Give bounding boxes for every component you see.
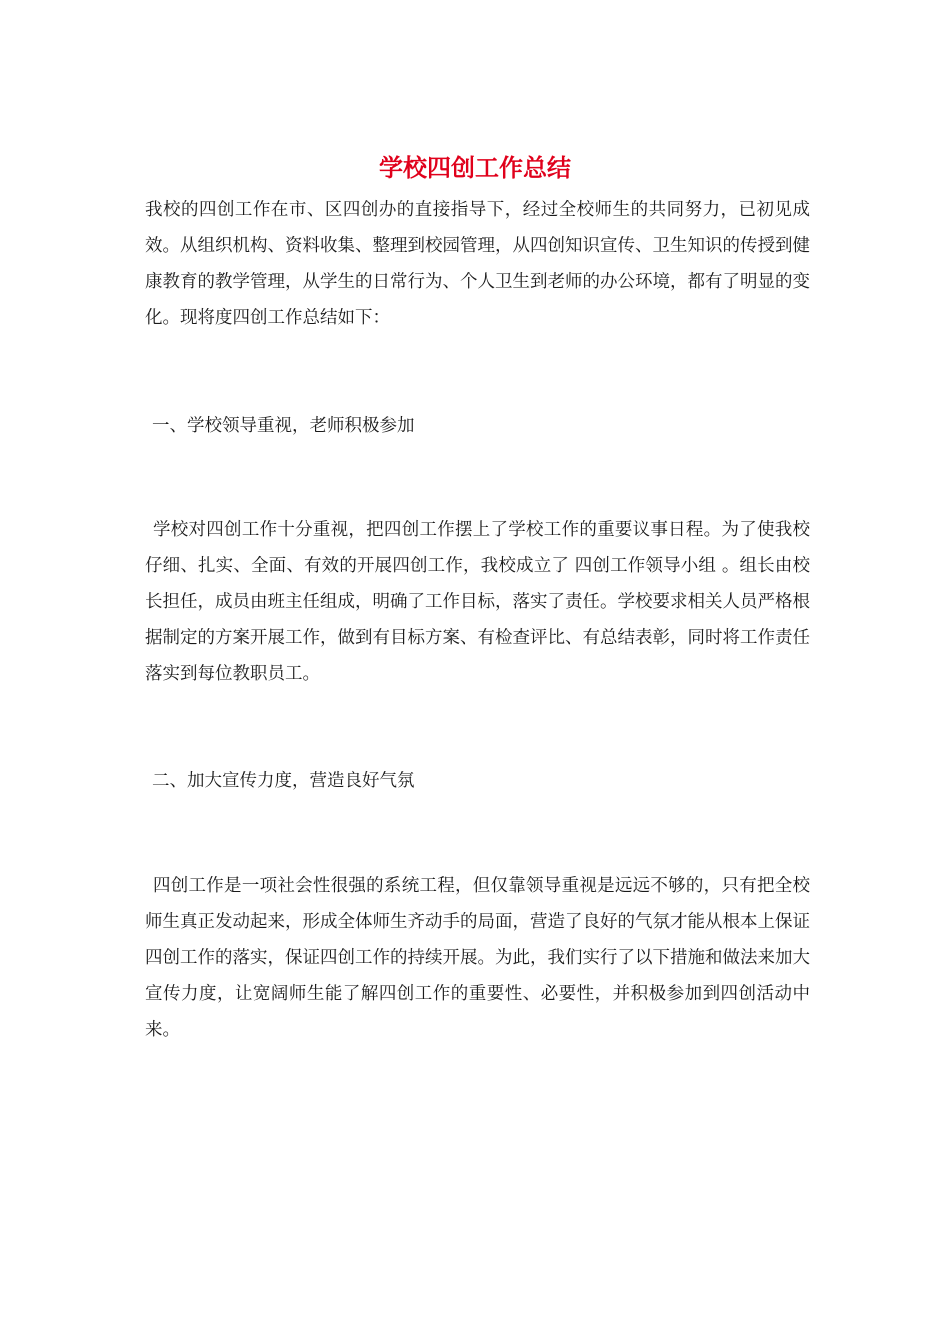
section-2-body: 四创工作是一项社会性很强的系统工程，但仅靠领导重视是远远不够的，只有把全校师生真正发动起来，形成全体师生齐动手的局面，营造了良好的气氛才能从根本上保证四创工作的落实，保证四创工作的持续开展。为此，我们实行了以下措施和做法来加大宣传力度，让宽阔师生能了解四创工作的重要性、必要性，并积极参加到四创活动中来。 [145, 876, 810, 1040]
section-2-heading: 二、加大宣传力度，营造良好气氛 [152, 771, 415, 791]
document-title: 学校四创工作总结 [379, 153, 571, 182]
intro-paragraph: 我校的四创工作在市、区四创办的直接指导下，经过全校师生的共同努力，已初见成效。从组织机构、资料收集、整理到校园管理，从四创知识宣传、卫生知识的传授到健康教育的教学管理，从学生的日常行为、个人卫生到老师的办公环境，都有了明显的变化。现将度四创工作总结如下： [145, 200, 810, 328]
section-1-body: 学校对四创工作十分重视，把四创工作摆上了学校工作的重要议事日程。为了使我校仔细、扎实、全面、有效的开展四创工作，我校成立了 四创工作领导小组 。组长由校长担任，成员由班主任组成，明确了工作目标，落实了责任。学校要求相关人员严格根据制定的方案开展工作，做到有目标方案、有检查评比、有总结表彰，同时将工作责任落实到每位教职员工。 [145, 520, 810, 684]
section-1-heading: 一、学校领导重视，老师积极参加 [152, 416, 415, 436]
